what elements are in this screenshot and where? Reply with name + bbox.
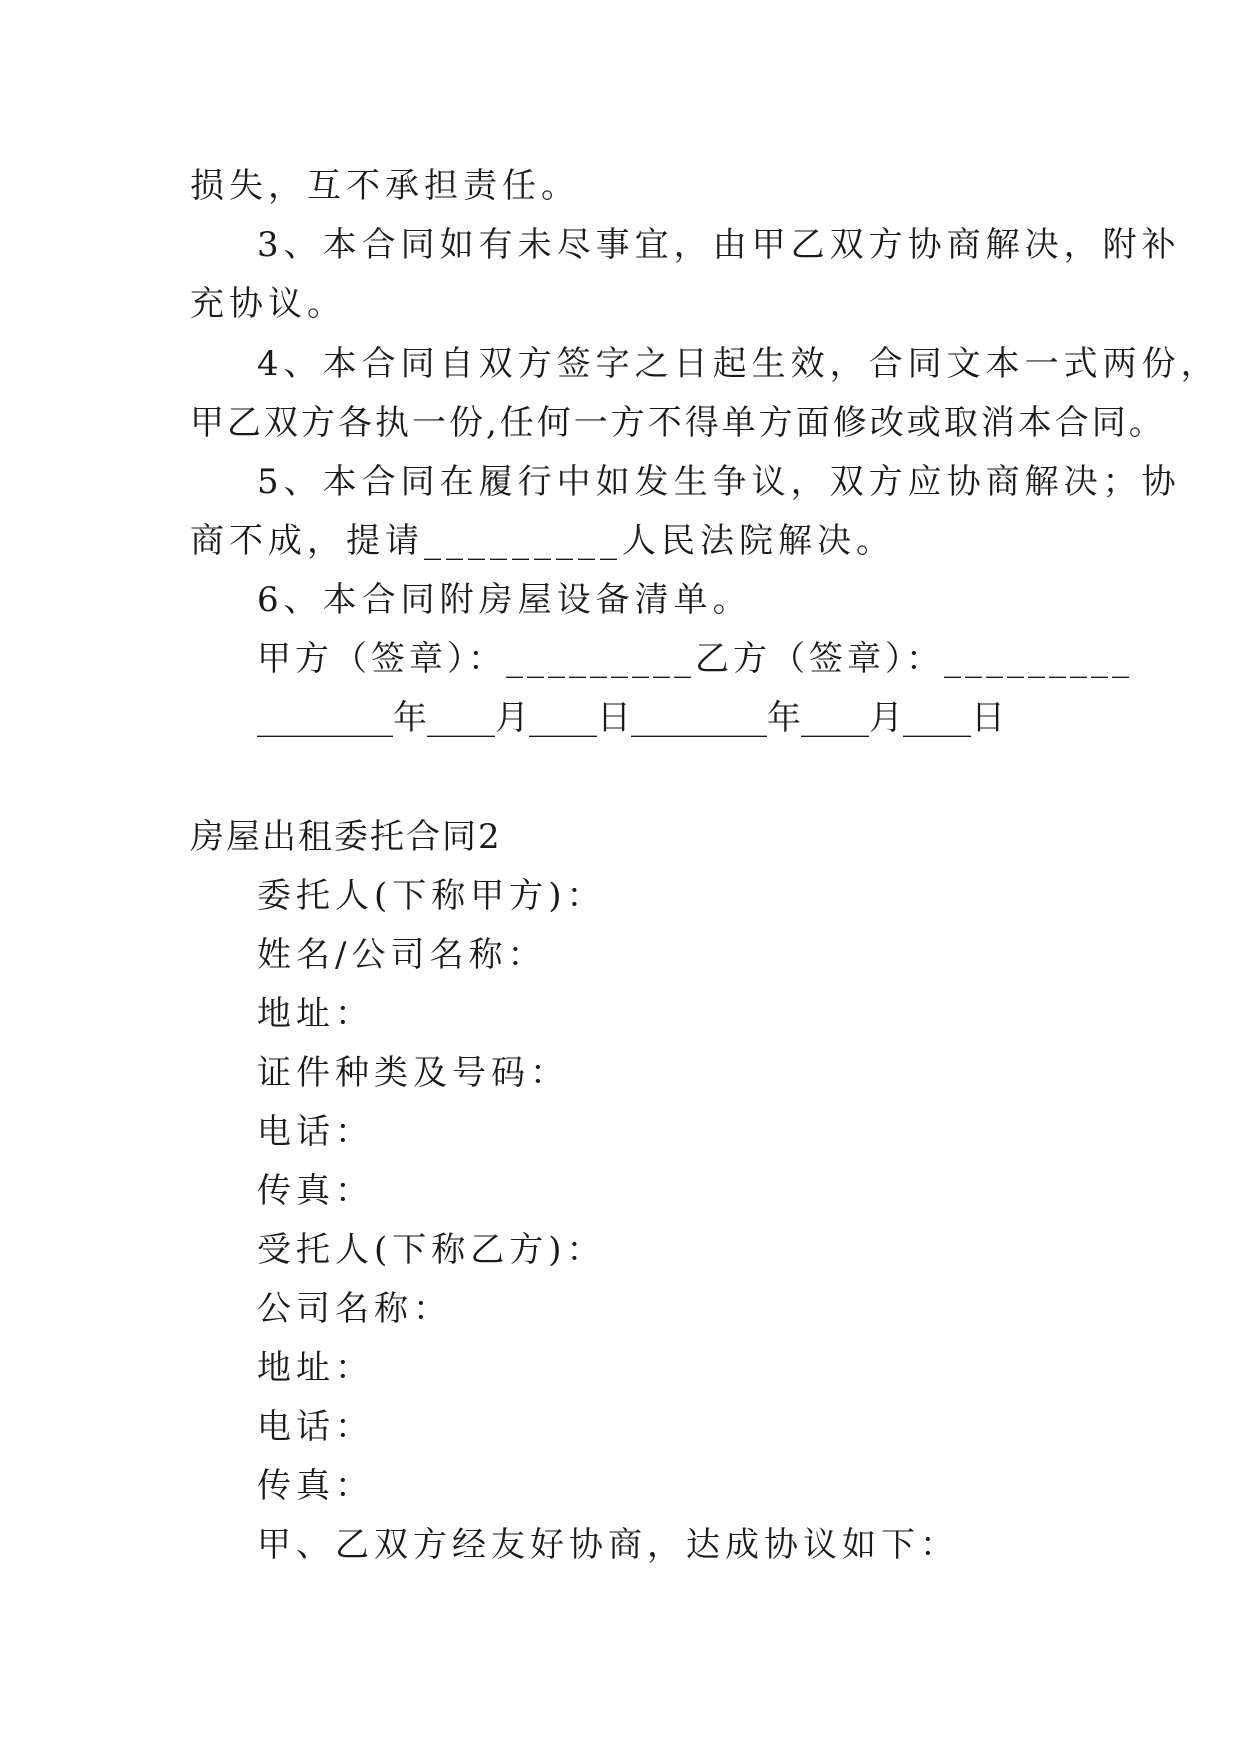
text-line: 电话：: [257, 1112, 374, 1152]
text-line: 地址：: [257, 1348, 374, 1388]
text-line: 公司名称：: [257, 1289, 452, 1329]
text-line: 损失，互不承担责任。: [190, 166, 580, 206]
text-line: 姓名/公司名称：: [257, 935, 547, 975]
text-line: 传真：: [257, 1171, 374, 1211]
text-line: 6、本合同附房屋设备清单。: [257, 580, 752, 620]
text-line: 甲乙双方各执一份,任何一方不得单方面修改或取消本合同。: [190, 403, 1166, 443]
text-line: 甲、乙双方经友好协商，达成协议如下：: [257, 1525, 959, 1565]
signature-line: 甲方（签章）：_________乙方（签章）：_________: [257, 639, 1133, 679]
text-line: 充协议。: [190, 284, 346, 324]
text-line: 3、本合同如有未尽事宜，由甲乙双方协商解决，附补: [257, 225, 1181, 265]
text-line: 证件种类及号码：: [257, 1053, 569, 1093]
text-line: 商不成，提请_________人民法院解决。: [190, 521, 895, 561]
date-line: ________年____月____日________年____月____日: [257, 698, 1005, 738]
text-line: 5、本合同在履行中如发生争议，双方应协商解决；协: [257, 462, 1181, 502]
text-line: 4、本合同自双方签字之日起生效，合同文本一式两份，: [257, 344, 1220, 384]
text-line: 受托人(下称乙方)：: [257, 1230, 606, 1270]
text-line: 委托人(下称甲方)：: [257, 876, 606, 916]
text-line: 传真：: [257, 1466, 374, 1506]
text-line: 地址：: [257, 994, 374, 1034]
text-line: 电话：: [257, 1407, 374, 1447]
section-title: 房屋出租委托合同2: [190, 817, 502, 857]
